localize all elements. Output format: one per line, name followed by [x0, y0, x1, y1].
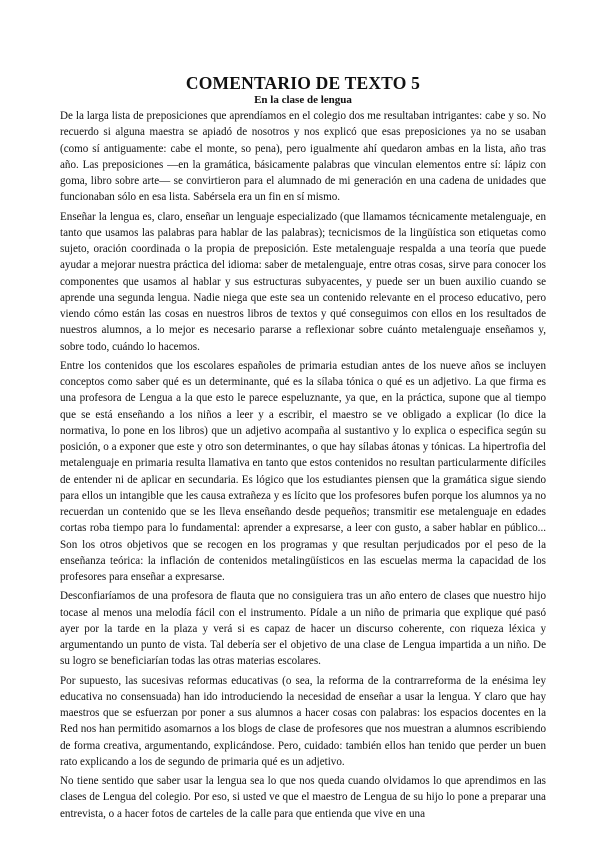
- paragraph-2: Enseñar la lengua es, claro, enseñar un lenguaje especializado (que llamamos técnicamente metalenguaje, en tanto que usamos las palabras para hablar de las palabras); tecnicismos de la lingüística son etiquetas como sujeto, oración coordinada o la propia de preposición. Este metalenguaje respalda a una teoría que puede ayudar a mejorar nuestra práctica del idioma: saber de metalenguaje, entre otras cosas, sirve para conocer los componentes que usamos al hablar y sus estructuras subyacentes, y puede ser un buen auxilio cuando se aprende una segunda lengua. Nadie niega que este sea un contenido relevante en el proceso educativo, pero viendo cómo están las cosas en nuestros libros de textos y qué conseguimos con ellos en los resultados de nuestros alumnos, a lo mejor es necesario pararse a reflexionar sobre cuánto metalenguaje enseñamos y, sobre todo, cuándo lo hacemos.: [60, 210, 546, 353]
- document-page: [60, 72, 546, 825]
- document-title: COMENTARIO DE TEXTO 5: [185, 73, 421, 93]
- paragraph-1: De la larga lista de preposiciones que aprendíamos en el colegio dos me resultaban intrigantes: cabe y so. No recuerdo si alguna maestra se apiadó de nosotros y nos explicó que esas preposiciones ya no se usaban (como sí antiguamente: cabe el monte, so pena), pero igualmente ahí quedaron ambas en la lista, año tras año. Las preposiciones —en la gramática, básicamente palabras que vinculan elementos entre sí: lápiz con goma, libro sobre arte— se convirtieron para el alumnado de mi generación en una cadena de unidades que funcionaban sólo en esa lista. Sabérsela era un fin en sí mismo.: [60, 110, 546, 204]
- document-subtitle: En la clase de lengua: [254, 94, 352, 106]
- paragraph-3: Entre los contenidos que los escolares españoles de primaria estudian antes de los nueve años se incluyen conceptos como saber qué es un determinante, qué es la sílaba tónica o qué es un adjetivo. La que firma es una profesora de Lengua a la que esto le parece espeluznante, ya que, en la práctica, supone que al tiempo que se está enseñando a los niños a leer y a escribir, el maestro se ve obligado a explicar (lo dice la normativa, lo pone en los libros) que un adjetivo acompaña al sustantivo y lo explica o especifica según su posición, o a exponer que este y otro son determinantes, o que hay sílabas átonas y tónicas. La hipertrofia del metalenguaje en primaria resulta llamativa en tanto que estos contenidos no resultan particularmente difíciles de entender ni de aplicar en secundaria. Es lógico que los estudiantes piensen que la gramática sigue siendo para ellos un intangible que les causa extrañeza y es lícito que los profesores bufen porque los alumnos ya no recuerdan un contenido que se les lleva enseñando desde pequeños; transmitir ese metalenguaje en edades cortas roba tiempo para lo fundamental: aprender a expresarse, a leer con gusto, a saber hablar en público... Son los otros objetivos que se recogen en los programas y que resultan perjudicados por el peso de la enseñanza teórica: la inflación de contenidos metalingüísticos en las escuelas merma la capacidad de los profesores para enseñar a expresarse.: [60, 359, 546, 583]
- paragraph-4: Desconfiaríamos de una profesora de flauta que no consiguiera tras un año entero de clases que nuestro hijo tocase al menos una melodía fácil con el instrumento. Pídale a un niño de primaria que explique qué pasó ayer por la tarde en la plaza y verá si es capaz de hacer un discurso coherente, con riqueza léxica y argumentando un punto de vista. Tal debería ser el objetivo de una clase de Lengua impartida a un niño. De su logro se beneficiarían todas las otras materias escolares.: [60, 590, 546, 668]
- paragraph-6: No tiene sentido que saber usar la lengua sea lo que nos queda cuando olvidamos lo que aprendimos en las clases de Lengua del colegio. Por eso, si usted ve que el maestro de Lengua de su hijo lo pone a preparar una entrevista, o a hacer fotos de carteles de la calle para que entienda que vive en una: [60, 775, 546, 820]
- paragraph-5: Por supuesto, las sucesivas reformas educativas (o sea, la reforma de la contrarreforma de la enésima ley educativa no consensuada) han ido introduciendo la necesidad de enseñar a usar la lengua. Y claro que hay maestros que se esfuerzan por poner a sus alumnos a hacer cosas con palabras: los espacios docentes en la Red nos han permitido asomarnos a los blogs de clase de profesores que nos muestran a alumnos escribiendo de forma creativa, argumentando, explicándose. Pero, cuidado: también ellos han tenido que perder un buen rato explicando a los de segundo de primaria qué es un adjetivo.: [60, 674, 546, 768]
